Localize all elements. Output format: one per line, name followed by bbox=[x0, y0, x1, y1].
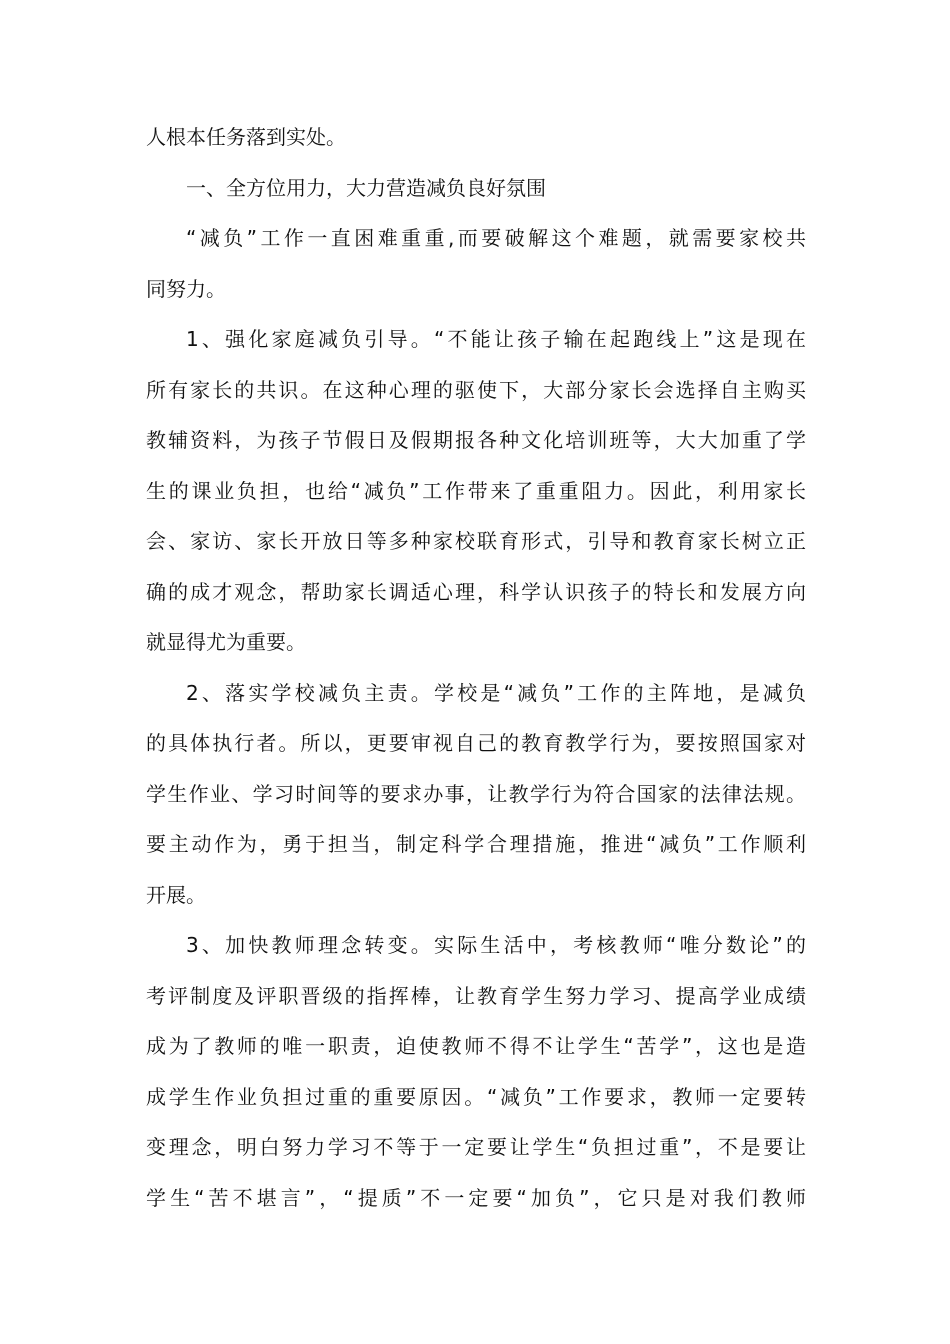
text-line: 3、加快教师理念转变。实际生活中，考核教师“唯分数论”的 bbox=[186, 933, 806, 957]
text-line: 变理念，明白努力学习不等于一定要让学生“负担过重”，不是要让 bbox=[146, 1135, 806, 1159]
text-line: 考评制度及评职晋级的指挥棒，让教育学生努力学习、提高学业成绩 bbox=[146, 983, 806, 1008]
text-line: 2、落实学校减负主责。学校是“减负”工作的主阵地，是减负 bbox=[186, 680, 806, 705]
text-line: 学生作业、学习时间等的要求办事，让教学行为符合国家的法律法规。 bbox=[146, 781, 806, 806]
text-line: 同努力。 bbox=[146, 276, 226, 301]
text-line: 确的成才观念，帮助家长调适心理，科学认识孩子的特长和发展方向 bbox=[146, 579, 806, 604]
text-line: 要主动作为，勇于担当，制定科学合理措施，推进“减负”工作顺利 bbox=[146, 832, 806, 856]
text-line: 的具体执行者。所以，更要审视自己的教育教学行为，要按照国家对 bbox=[146, 731, 806, 755]
text-line: 成为了教师的唯一职责，迫使教师不得不让学生“苦学”，这也是造 bbox=[146, 1034, 806, 1058]
text-line: 开展。 bbox=[146, 882, 206, 907]
section-heading: 一、全方位用力，大力营造减负良好氛围 bbox=[186, 175, 546, 200]
text-line: 生的课业负担，也给“减负”工作带来了重重阻力。因此，利用家长 bbox=[146, 478, 806, 503]
document-body bbox=[146, 112, 806, 1223]
text-line: 成学生作业负担过重的重要原因。“减负”工作要求，教师一定要转 bbox=[146, 1084, 806, 1109]
text-line: 人根本任务落到实处。 bbox=[146, 125, 346, 149]
text-line: 学生“苦不堪言”，“提质”不一定要“加负”，它只是对我们教师 bbox=[146, 1185, 806, 1210]
text-line: 教辅资料，为孩子节假日及假期报各种文化培训班等，大大加重了学 bbox=[146, 428, 806, 452]
text-line: 会、家访、家长开放日等多种家校联育形式，引导和教育家长树立正 bbox=[146, 529, 806, 553]
text-line: 所有家长的共识。在这种心理的驱使下，大部分家长会选择自主购买 bbox=[146, 377, 806, 402]
text-line: 1、强化家庭减负引导。“不能让孩子输在起跑线上”这是现在 bbox=[186, 327, 806, 351]
text-line: “减负”工作一直困难重重,而要破解这个难题，就需要家校共 bbox=[186, 226, 806, 250]
text-line: 就显得尤为重要。 bbox=[146, 630, 306, 654]
